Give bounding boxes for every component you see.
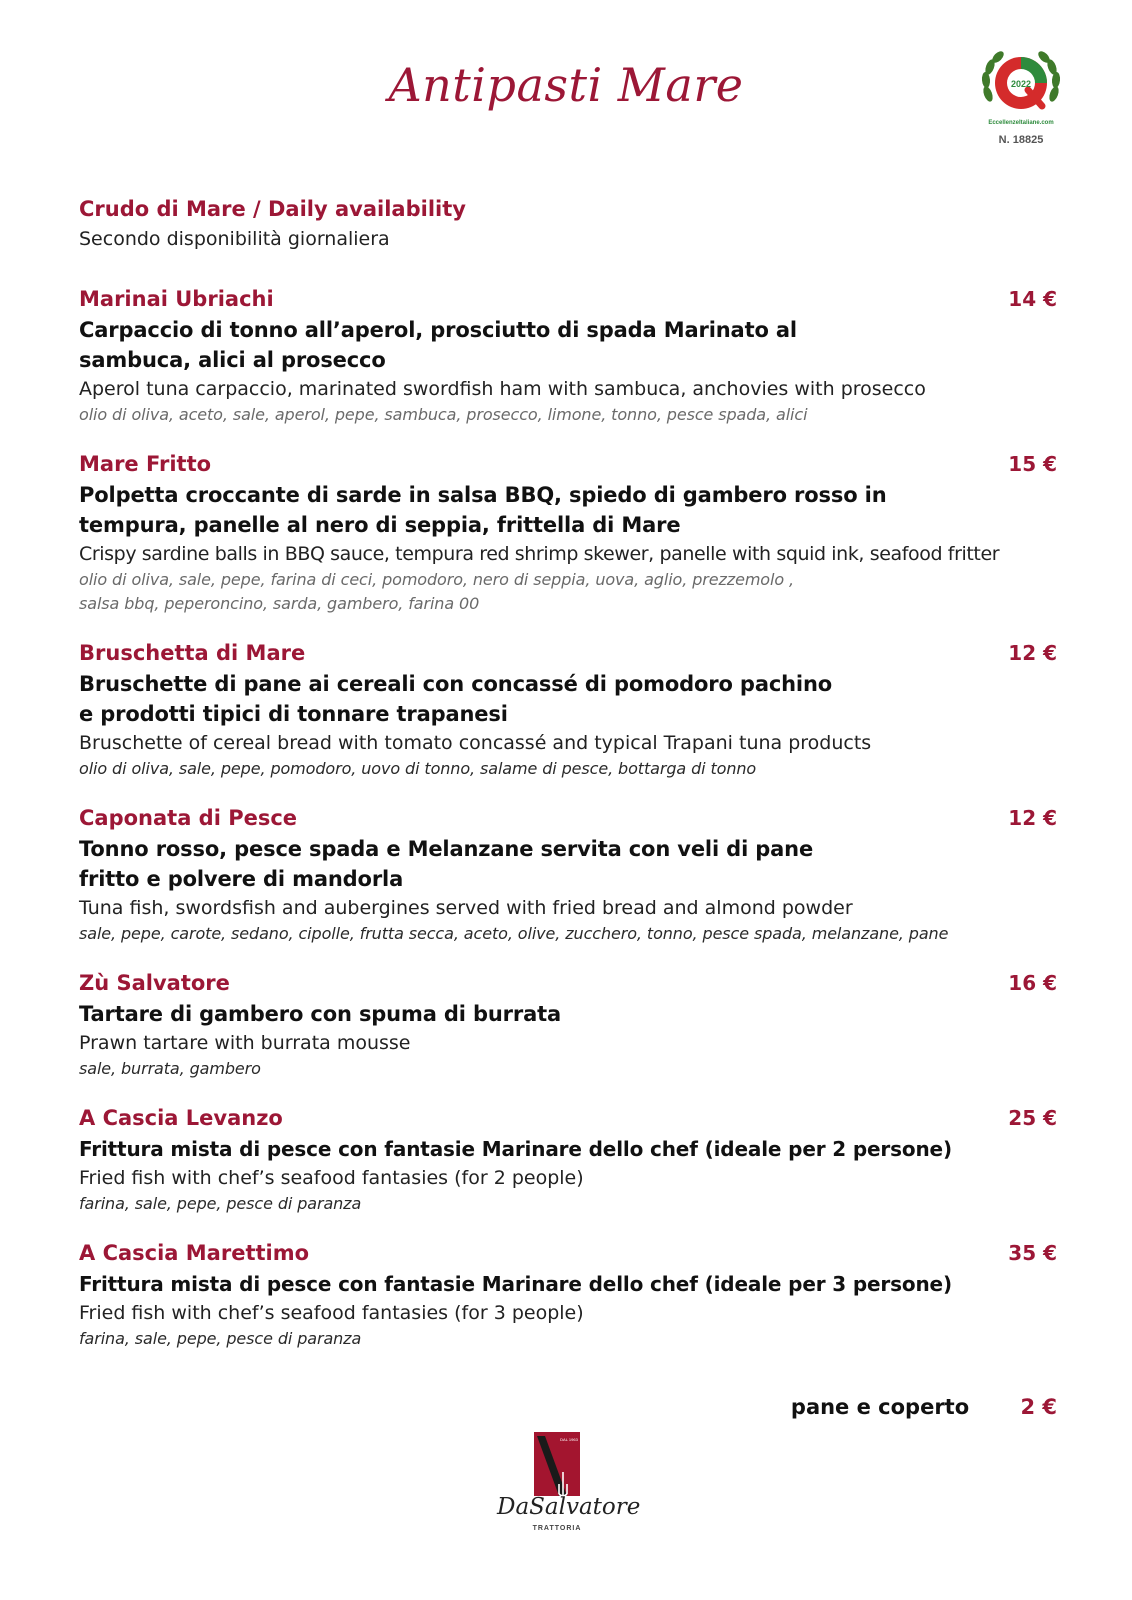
restaurant-logo [497,1432,641,1542]
item-description-it: Frittura mista di pesce con fantasie Marinare dello chef (ideale per 3 persone) [79,1272,952,1296]
item-description-en: Secondo disponibilità giornaliera [79,228,390,250]
item-ingredients: olio di oliva, sale, pepe, pomodoro, uovo di tonno, salame di pesce, bottarga di tonno [79,759,757,778]
item-description-en: Bruschette of cereal bread with tomato concassé and typical Trapani tuna products [79,732,872,754]
seal-year: 2022 [1010,79,1032,89]
menu-item [79,802,1057,946]
seal-site: EccellenzeItaliane.com [988,120,1054,126]
menu-item [79,637,1057,781]
item-description-en: Crispy sardine balls in BBQ sauce, tempura red shrimp skewer, panelle with squid ink, seafood fritter [79,543,1000,565]
item-ingredients: farina, sale, pepe, pesce di paranza [79,1194,362,1213]
logo-name: DaSalvatore [497,1494,641,1520]
cover-price: 2 € [1020,1395,1057,1419]
logo-subtitle: TRATTORIA [532,1525,582,1532]
page-title: Antipasti Mare [388,58,744,112]
item-description-en: Tuna fish, swordsfish and aubergines served with fried bread and almond powder [79,897,853,919]
item-ingredients: olio di oliva, sale, pepe, farina di ceci, pomodoro, nero di seppia, uova, aglio, prezzemolo , salsa bbq, peperoncino, sarda, gambero, farina 00 [79,570,795,613]
item-name: A Cascia Levanzo [79,1106,283,1130]
item-price: 15 € [1008,452,1057,476]
quality-badge [978,48,1064,146]
item-ingredients: farina, sale, pepe, pesce di paranza [79,1329,362,1348]
cover-label: pane e coperto [790,1395,970,1419]
item-description-en: Prawn tartare with burrata mousse [79,1032,411,1054]
logo-year: DAL 1963 [560,1437,578,1442]
menu-item [79,967,1057,1081]
item-ingredients: olio di oliva, aceto, sale, aperol, pepe, sambuca, prosecco, limone, tonno, pesce spada, alici [79,405,808,424]
badge-number: N. 18825 [998,134,1044,146]
item-description-it: Bruschette di pane ai cereali con concassé di pomodoro pachino e prodotti tipici di tonnare trapanesi [79,672,833,726]
item-description-it: Tonno rosso, pesce spada e Melanzane servita con veli di pane fritto e polvere di mandorla [79,837,814,891]
item-price: 35 € [1008,1241,1057,1265]
item-name: Bruschetta di Mare [79,641,306,665]
item-name: Mare Fritto [79,452,212,476]
menu-item [79,193,1057,253]
menu-item [79,1237,1057,1351]
item-description-it: Frittura mista di pesce con fantasie Marinare dello chef (ideale per 2 persone) [79,1137,952,1161]
item-description-en: Aperol tuna carpaccio, marinated swordfish ham with sambuca, anchovies with prosecco [79,378,926,400]
item-name: Marinai Ubriachi [79,287,274,311]
cover-charge [791,1395,1057,1419]
item-price: 12 € [1008,806,1057,830]
item-name: Caponata di Pesce [79,806,298,830]
item-description-it: Tartare di gambero con spuma di burrata [79,1002,562,1026]
item-description-en: Fried fish with chef’s seafood fantasies (for 2 people) [79,1167,584,1189]
item-name: Zù Salvatore [79,971,230,995]
item-price: 25 € [1008,1106,1057,1130]
menu-item [79,448,1057,616]
item-name: Crudo di Mare / Daily availability [79,197,466,221]
item-name: A Cascia Marettimo [79,1241,310,1265]
item-ingredients: sale, burrata, gambero [79,1059,261,1078]
item-description-it: Carpaccio di tonno all’aperol, prosciutto di spada Marinato al sambuca, alici al prosecco [79,318,797,372]
item-ingredients: sale, pepe, carote, sedano, cipolle, frutta secca, aceto, olive, zucchero, tonno, pesce spada, melanzane, pane [79,924,949,943]
eccellenze-seal-icon [978,48,1064,132]
item-price: 16 € [1008,971,1057,995]
item-description-en: Fried fish with chef’s seafood fantasies (for 3 people) [79,1302,584,1324]
item-price: 12 € [1008,641,1057,665]
menu-item [79,1102,1057,1216]
item-description-it: Polpetta croccante di sarde in salsa BBQ, spiedo di gambero rosso in tempura, panelle al nero di seppia, frittella di Mare [79,483,887,537]
item-price: 14 € [1008,287,1057,311]
menu-list [79,193,1057,1372]
fork-logo-icon [497,1432,617,1502]
menu-item [79,283,1057,427]
